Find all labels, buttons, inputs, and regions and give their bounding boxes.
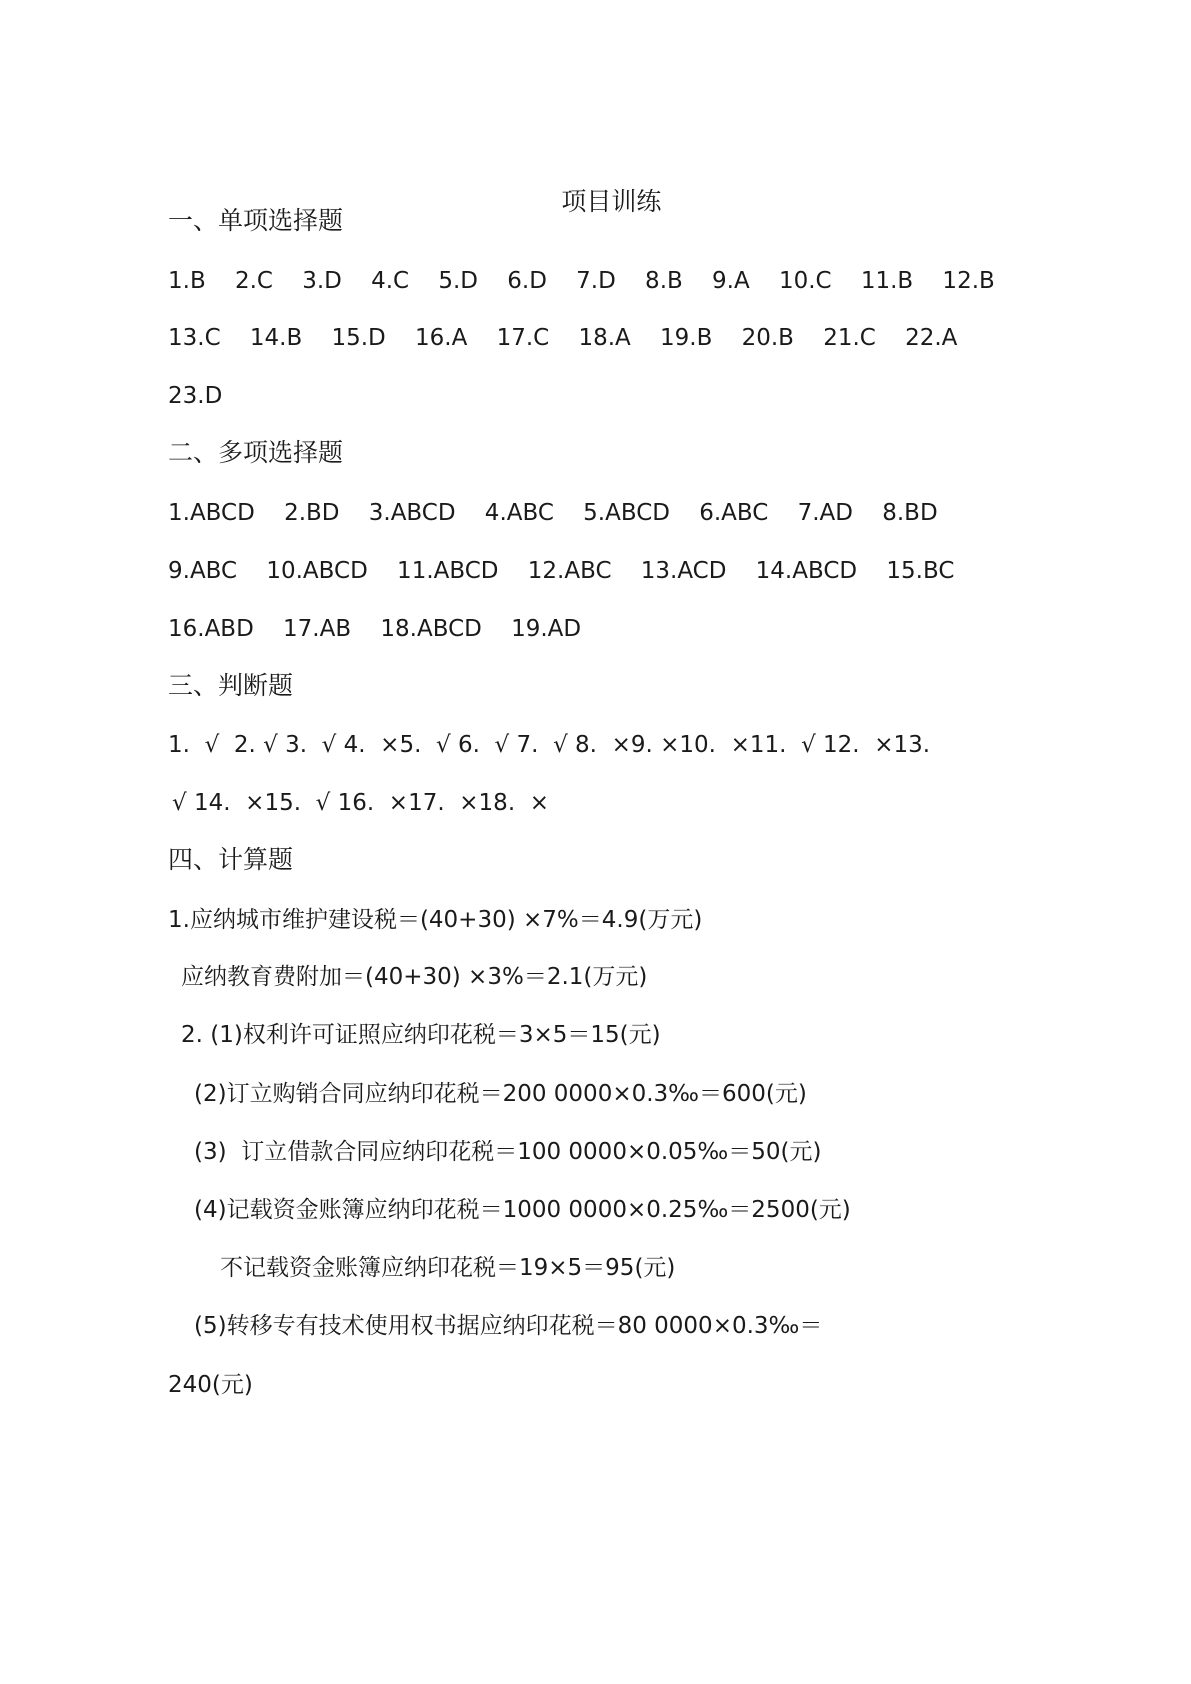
answer-line: [0, 318, 1191, 358]
calculation-line-text: 不记载资金账簿应纳印花税＝19×5＝95(元): [220, 1255, 676, 1281]
answer-line: [0, 551, 1191, 591]
page-title-text: 项目训练: [561, 187, 662, 216]
answer-line-text: 1.B 2.C 3.D 4.C 5.D 6.D 7.D 8.B 9.A 10.C 11.B 12.B: [168, 268, 995, 294]
calculation-line: [0, 957, 1191, 997]
answer-line: [0, 376, 1191, 416]
calculation-line-text: 应纳教育费附加＝(40+30) ×3%＝2.1(万元): [181, 964, 648, 990]
calculation-line-text: 1.应纳城市维护建设税＝(40+30) ×7%＝4.9(万元): [168, 907, 703, 933]
calculation-line: [0, 1015, 1191, 1055]
section-heading-text: 一、单项选择题: [168, 206, 344, 235]
answer-line-text: 13.C 14.B 15.D 16.A 17.C 18.A 19.B 20.B 21.C 22.A: [168, 325, 958, 351]
section-heading-single-choice: [0, 201, 1191, 241]
answer-line-text: 1. √ 2. √ 3. √ 4. ×5. √ 6. √ 7. √ 8. ×9. ×10. ×11. √ 12. ×13.: [168, 732, 931, 758]
section-heading-multiple-choice: [0, 433, 1191, 473]
calculation-line: [0, 1190, 1191, 1230]
answer-line-text: 9.ABC 10.ABCD 11.ABCD 12.ABC 13.ACD 14.ABCD 15.BC: [168, 558, 955, 584]
answer-line: [0, 493, 1191, 533]
answer-line-text: 1.ABCD 2.BD 3.ABCD 4.ABC 5.ABCD 6.ABC 7.AD 8.BD: [168, 500, 938, 526]
calculation-line-text: (4)记载资金账簿应纳印花税＝1000 0000×0.25‰＝2500(元): [194, 1197, 851, 1223]
section-heading-true-false: [0, 666, 1191, 706]
answer-line: [0, 725, 1191, 765]
answer-line: [0, 261, 1191, 301]
calculation-line: [0, 1306, 1191, 1346]
calculation-line: [0, 1248, 1191, 1288]
answer-line: [0, 609, 1191, 649]
section-heading-calculation: [0, 840, 1191, 880]
calculation-line: [0, 1074, 1191, 1114]
calculation-line: [0, 1365, 1191, 1405]
answer-line-text: 16.ABD 17.AB 18.ABCD 19.AD: [168, 616, 582, 642]
calculation-line-text: (2)订立购销合同应纳印花税＝200 0000×0.3‰＝600(元): [194, 1081, 807, 1107]
calculation-line-text: (5)转移专有技术使用权书据应纳印花税＝80 0000×0.3‰＝: [194, 1313, 823, 1339]
calculation-line: [0, 1132, 1191, 1172]
section-heading-text: 四、计算题: [168, 845, 294, 874]
calculation-line-text: 2. (1)权利许可证照应纳印花税＝3×5＝15(元): [181, 1022, 661, 1048]
section-heading-text: 二、多项选择题: [168, 438, 344, 467]
answer-line-text: 23.D: [168, 383, 223, 409]
section-heading-text: 三、判断题: [168, 671, 294, 700]
calculation-line: [0, 900, 1191, 940]
answer-line-text: √ 14. ×15. √ 16. ×17. ×18. ×: [172, 790, 550, 816]
answer-line: [0, 783, 1191, 823]
calculation-line-text: 240(元): [168, 1372, 253, 1398]
page-title: [0, 142, 1191, 216]
calculation-line-text: (3) 订立借款合同应纳印花税＝100 0000×0.05‰＝50(元): [194, 1139, 822, 1165]
